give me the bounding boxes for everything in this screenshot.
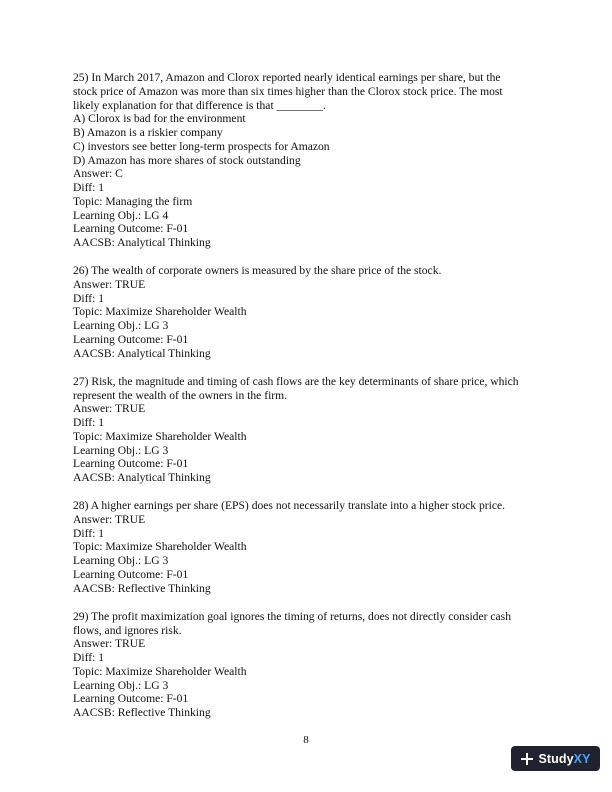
- answer-option: B) Amazon is a riskier company: [73, 126, 223, 139]
- learning-objective-line: Learning Obj.: LG 3: [73, 443, 169, 457]
- learning-outcome-line: Learning Outcome: F-01: [73, 222, 189, 236]
- plus-icon: [520, 752, 534, 766]
- learning-outcome-line: Learning Outcome: F-01: [73, 457, 189, 471]
- question-line: 29) The profit maximization goal ignores the timing of returns, does not directly consider cash: [73, 609, 511, 623]
- learning-outcome-line: Learning Outcome: F-01: [73, 567, 189, 581]
- answer-line: Answer: TRUE: [73, 637, 146, 651]
- answer-line: Answer: C: [73, 167, 123, 181]
- question-line: 28) A higher earnings per share (EPS) does not necessarily translate into a higher stock price.: [73, 499, 506, 513]
- question-line: represent the wealth of the owners in the firm.: [73, 388, 288, 402]
- question-line: 27) Risk, the magnitude and timing of cash flows are the key determinants of share price, which: [73, 374, 519, 388]
- answer-line: Answer: TRUE: [73, 277, 146, 291]
- brand-name: [538, 752, 590, 766]
- brand-main: Study: [538, 751, 574, 766]
- learning-outcome-line: Learning Outcome: F-01: [73, 692, 189, 706]
- question-27: [73, 375, 543, 485]
- difficulty-line: Diff: 1: [73, 291, 105, 305]
- learning-objective-line: Learning Obj.: LG 4: [73, 208, 169, 222]
- learning-objective-line: Learning Obj.: LG 3: [73, 319, 169, 333]
- difficulty-line: Diff: 1: [73, 416, 105, 430]
- topic-line: Topic: Maximize Shareholder Wealth: [73, 664, 247, 678]
- question-29: [73, 610, 543, 720]
- difficulty-line: Diff: 1: [73, 526, 105, 540]
- answer-option: A) Clorox is bad for the environment: [73, 112, 246, 126]
- aacsb-line: AACSB: Reflective Thinking: [73, 706, 211, 720]
- answer-line: Answer: TRUE: [73, 402, 146, 416]
- aacsb-line: AACSB: Analytical Thinking: [73, 471, 211, 485]
- learning-objective-line: Learning Obj.: LG 3: [73, 678, 169, 692]
- aacsb-line: AACSB: Analytical Thinking: [73, 236, 211, 249]
- learning-outcome-line: Learning Outcome: F-01: [73, 332, 189, 346]
- aacsb-line: AACSB: Reflective Thinking: [73, 581, 211, 595]
- question-line: flows, and ignores risk.: [73, 623, 182, 637]
- question-26: [73, 264, 543, 360]
- topic-line: Topic: Managing the firm: [73, 194, 193, 208]
- learning-objective-line: Learning Obj.: LG 3: [73, 554, 169, 568]
- page-number: 8: [303, 734, 309, 746]
- studyxy-badge[interactable]: [511, 746, 600, 771]
- aacsb-line: AACSB: Analytical Thinking: [73, 346, 211, 360]
- topic-line: Topic: Maximize Shareholder Wealth: [73, 429, 247, 443]
- answer-option: D) Amazon has more shares of stock outstanding: [73, 153, 301, 167]
- question-line: 26) The wealth of corporate owners is measured by the share price of the stock.: [73, 264, 442, 278]
- topic-line: Topic: Maximize Shareholder Wealth: [73, 540, 247, 554]
- document-body: [73, 71, 543, 734]
- answer-line: Answer: TRUE: [73, 512, 146, 526]
- difficulty-line: Diff: 1: [73, 651, 105, 665]
- question-line: likely explanation for that difference is that ________.: [73, 98, 326, 112]
- brand-accent: XY: [573, 751, 591, 766]
- difficulty-line: Diff: 1: [73, 181, 105, 194]
- question-line: 25) In March 2017, Amazon and Clorox reported nearly identical earnings per share, but the: [73, 71, 501, 84]
- answer-option: C) investors see better long-term prospects for Amazon: [73, 139, 330, 153]
- topic-line: Topic: Maximize Shareholder Wealth: [73, 305, 247, 319]
- question-25: [73, 71, 543, 250]
- question-line: stock price of Amazon was more than six times higher than the Clorox stock price. The most: [73, 84, 503, 98]
- question-28: [73, 499, 543, 595]
